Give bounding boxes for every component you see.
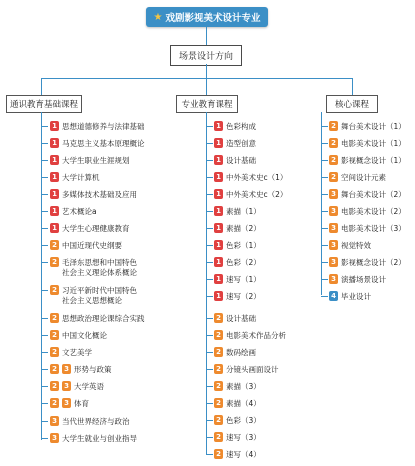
course-item[interactable] — [329, 291, 371, 302]
branch-tick — [41, 177, 48, 178]
branch-tick — [206, 279, 213, 280]
course-label: 马克思主义基本原理概论 — [62, 139, 145, 148]
branch-tick — [41, 290, 48, 291]
branch-tick — [321, 228, 328, 229]
branch-tick — [41, 211, 48, 212]
course-item[interactable] — [214, 274, 261, 285]
course-label: 素描（1） — [226, 207, 261, 216]
semester-badge: 2 — [50, 381, 59, 391]
course-label: 素描（2） — [226, 224, 261, 233]
course-label: 演播场景设计 — [341, 275, 386, 284]
course-item[interactable] — [214, 313, 256, 324]
column-title: 通识教育基础课程 — [9, 100, 78, 110]
branch-tick — [206, 194, 213, 195]
branch-tick — [41, 262, 48, 263]
course-item[interactable] — [329, 223, 406, 234]
semester-badge: 2 — [214, 415, 223, 425]
branch-tick — [206, 228, 213, 229]
course-label: 文艺美学 — [62, 348, 92, 357]
semester-badge: 1 — [214, 206, 223, 216]
branch-tick — [321, 177, 328, 178]
course-label: 影视概念设计（2） — [341, 258, 406, 267]
course-item[interactable] — [50, 138, 145, 149]
course-label: 中国文化概论 — [62, 331, 107, 340]
semester-badge: 1 — [214, 274, 223, 284]
semester-badge: 4 — [329, 291, 338, 301]
branch-tick — [41, 438, 48, 439]
course-item[interactable] — [214, 291, 261, 302]
course-label: 习近平新时代中国特色 社会主义思想概论 — [62, 286, 137, 305]
course-label: 舞台美术设计（2） — [341, 190, 406, 199]
semester-badge: 2 — [50, 347, 59, 357]
course-item[interactable] — [50, 381, 104, 392]
course-label: 大学生就业与创业指导 — [62, 434, 137, 443]
branch-tick — [41, 369, 48, 370]
course-item[interactable] — [50, 416, 130, 427]
semester-badge: 2 — [50, 313, 59, 323]
course-label: 大学生职业生涯规划 — [62, 156, 130, 165]
column-title: 专业教育课程 — [181, 100, 233, 110]
course-item[interactable] — [329, 240, 371, 251]
root-node[interactable] — [146, 7, 268, 27]
semester-badge: 2 — [329, 121, 338, 131]
branch-tick — [206, 211, 213, 212]
course-item[interactable] — [50, 364, 112, 375]
semester-badge: 2 — [329, 155, 338, 165]
semester-badge: 2 — [214, 449, 223, 459]
course-label: 色彩（2） — [226, 258, 261, 267]
direction-title: 场景设计方向 — [178, 52, 233, 62]
course-label: 电影美术设计（3） — [341, 224, 406, 233]
course-item[interactable] — [214, 381, 261, 392]
course-label: 形势与政策 — [74, 365, 112, 374]
branch-tick — [321, 279, 328, 280]
branch-tick — [41, 352, 48, 353]
semester-badge: 2 — [214, 330, 223, 340]
branch-tick — [41, 318, 48, 319]
branch-tick — [321, 160, 328, 161]
course-label: 数码绘画 — [226, 348, 256, 357]
course-label: 中国近现代史纲要 — [62, 241, 122, 250]
branch-tick — [41, 245, 48, 246]
course-label: 电影美术作品分析 — [226, 331, 286, 340]
course-item[interactable] — [50, 206, 97, 217]
semester-badge: 1 — [214, 257, 223, 267]
branch-tick — [206, 369, 213, 370]
semester-badge: 1 — [214, 291, 223, 301]
branch-tick — [41, 335, 48, 336]
course-label: 速写（4） — [226, 450, 261, 459]
semester-badge: 3 — [50, 433, 59, 443]
semester-badge: 1 — [214, 138, 223, 148]
course-label: 分镜头画面设计 — [226, 365, 279, 374]
course-item[interactable] — [50, 313, 145, 324]
branch-tick — [206, 454, 213, 455]
course-label: 造型创意 — [226, 139, 256, 148]
branch-tick — [41, 143, 48, 144]
course-item[interactable] — [50, 433, 137, 444]
semester-badge: 2 — [50, 285, 59, 295]
semester-badge: 2 — [50, 330, 59, 340]
branch-tick — [206, 403, 213, 404]
course-item[interactable] — [50, 347, 92, 358]
branch-tick — [206, 318, 213, 319]
branch-tick — [206, 262, 213, 263]
branch-tick — [41, 160, 48, 161]
course-item[interactable] — [50, 240, 122, 251]
course-label: 毛泽东思想和中国特色 社会主义理论体系概论 — [62, 258, 137, 277]
semester-badge: 1 — [214, 155, 223, 165]
course-label: 设计基础 — [226, 156, 256, 165]
course-label: 思想政治理论课综合实践 — [62, 314, 145, 323]
semester-badge: 2 — [50, 398, 59, 408]
semester-badge: 2 — [329, 172, 338, 182]
branch-tick — [41, 126, 48, 127]
course-item[interactable] — [214, 330, 286, 341]
course-label: 速写（3） — [226, 433, 261, 442]
course-label: 速写（1） — [226, 275, 261, 284]
course-item[interactable] — [214, 172, 287, 183]
root-title: 戏剧影视美术设计专业 — [165, 13, 261, 24]
semester-badge: 2 — [214, 432, 223, 442]
branch-tick — [206, 386, 213, 387]
semester-badge: 3 — [329, 240, 338, 250]
course-item[interactable] — [50, 398, 89, 409]
semester-badge: 3 — [50, 416, 59, 426]
course-item[interactable] — [214, 240, 261, 251]
branch-tick — [321, 194, 328, 195]
semester-badge: 1 — [50, 223, 59, 233]
semester-badge: 1 — [214, 172, 223, 182]
course-label: 大学英语 — [74, 382, 104, 391]
branch-tick — [206, 245, 213, 246]
semester-badge: 2 — [214, 364, 223, 374]
connector — [206, 78, 207, 95]
course-item[interactable] — [50, 172, 100, 183]
course-item[interactable] — [329, 274, 386, 285]
branch-tick — [206, 420, 213, 421]
connector — [206, 27, 207, 45]
course-label: 色彩构成 — [226, 122, 256, 131]
branch-tick — [206, 437, 213, 438]
column-spine — [321, 118, 322, 295]
course-label: 电影美术设计（2） — [341, 207, 406, 216]
branch-tick — [41, 194, 48, 195]
course-label: 思想道德修养与法律基础 — [62, 122, 145, 131]
branch-tick — [321, 211, 328, 212]
branch-tick — [321, 245, 328, 246]
semester-badge: 2 — [50, 257, 59, 267]
branch-tick — [41, 421, 48, 422]
branch-tick — [206, 335, 213, 336]
course-label: 毕业设计 — [341, 292, 371, 301]
course-label: 体育 — [74, 399, 89, 408]
branch-tick — [206, 160, 213, 161]
semester-badge: 1 — [50, 155, 59, 165]
course-item[interactable] — [50, 223, 130, 234]
course-label: 大学生心理健康教育 — [62, 224, 130, 233]
semester-badge: 2 — [329, 138, 338, 148]
course-item[interactable] — [214, 398, 261, 409]
course-label: 舞台美术设计（1） — [341, 122, 406, 131]
course-item[interactable] — [50, 330, 107, 341]
course-item[interactable] — [50, 285, 137, 306]
column-title: 核心课程 — [334, 100, 369, 110]
course-label: 色彩（3） — [226, 416, 261, 425]
semester-badge: 3 — [62, 364, 71, 374]
course-label: 多媒体技术基础及应用 — [62, 190, 137, 199]
semester-badge: 2 — [214, 313, 223, 323]
course-label: 影视概念设计（1） — [341, 156, 406, 165]
semester-badge: 1 — [214, 121, 223, 131]
semester-badge: 3 — [329, 274, 338, 284]
course-label: 中外美术史c（1） — [226, 173, 288, 182]
course-label: 大学计算机 — [62, 173, 100, 182]
course-item[interactable] — [214, 257, 261, 268]
course-item[interactable] — [329, 138, 406, 149]
connector — [206, 64, 207, 78]
branch-tick — [41, 403, 48, 404]
course-label: 素描（4） — [226, 399, 261, 408]
branch-tick — [206, 296, 213, 297]
course-item[interactable] — [50, 257, 137, 278]
semester-badge: 1 — [214, 223, 223, 233]
course-item[interactable] — [214, 449, 261, 460]
course-label: 艺术概论a — [62, 207, 97, 216]
semester-badge: 1 — [50, 138, 59, 148]
semester-badge: 3 — [329, 223, 338, 233]
course-label: 视觉特效 — [341, 241, 371, 250]
course-item[interactable] — [214, 121, 256, 132]
semester-badge: 3 — [329, 189, 338, 199]
semester-badge: 3 — [329, 206, 338, 216]
course-item[interactable] — [214, 415, 261, 426]
course-item[interactable] — [329, 121, 406, 132]
branch-tick — [206, 126, 213, 127]
semester-badge: 1 — [214, 189, 223, 199]
semester-badge: 3 — [329, 257, 338, 267]
course-item[interactable] — [329, 257, 406, 268]
course-item[interactable] — [214, 206, 261, 217]
course-label: 电影美术设计（1） — [341, 139, 406, 148]
connector — [41, 78, 42, 95]
course-item[interactable] — [50, 155, 130, 166]
course-item[interactable] — [214, 189, 287, 200]
semester-badge: 1 — [214, 240, 223, 250]
course-item[interactable] — [214, 223, 261, 234]
semester-badge: 2 — [214, 398, 223, 408]
course-item[interactable] — [50, 121, 145, 132]
course-item[interactable] — [329, 172, 386, 183]
star-icon: ★ — [153, 11, 163, 23]
course-label: 当代世界经济与政治 — [62, 417, 130, 426]
branch-tick — [321, 262, 328, 263]
branch-tick — [41, 228, 48, 229]
column-spine — [41, 112, 42, 440]
course-label: 色彩（1） — [226, 241, 261, 250]
semester-badge: 3 — [62, 381, 71, 391]
semester-badge: 2 — [214, 381, 223, 391]
semester-badge: 3 — [62, 398, 71, 408]
connector — [352, 78, 353, 95]
course-item[interactable] — [214, 155, 256, 166]
column-header-core[interactable] — [326, 95, 378, 113]
branch-tick — [321, 296, 328, 297]
branch-tick — [206, 177, 213, 178]
course-item[interactable] — [214, 138, 256, 149]
semester-badge: 2 — [50, 240, 59, 250]
direction-node[interactable] — [170, 45, 242, 66]
course-label: 设计基础 — [226, 314, 256, 323]
connector — [41, 78, 353, 79]
course-item[interactable] — [329, 155, 406, 166]
semester-badge: 1 — [50, 189, 59, 199]
branch-tick — [206, 143, 213, 144]
semester-badge: 2 — [214, 347, 223, 357]
course-label: 素描（3） — [226, 382, 261, 391]
branch-tick — [321, 126, 328, 127]
course-item[interactable] — [214, 364, 279, 375]
branch-tick — [41, 386, 48, 387]
semester-badge: 1 — [50, 121, 59, 131]
course-item[interactable] — [214, 432, 261, 443]
branch-tick — [206, 352, 213, 353]
course-label: 中外美术史c（2） — [226, 190, 288, 199]
course-item[interactable] — [329, 189, 406, 200]
column-header-professional[interactable] — [176, 95, 238, 113]
course-label: 空间设计元素 — [341, 173, 386, 182]
semester-badge: 2 — [50, 364, 59, 374]
course-item[interactable] — [214, 347, 256, 358]
course-item[interactable] — [50, 189, 137, 200]
semester-badge: 1 — [50, 172, 59, 182]
semester-badge: 1 — [50, 206, 59, 216]
course-item[interactable] — [329, 206, 406, 217]
branch-tick — [321, 143, 328, 144]
column-header-general[interactable] — [6, 95, 82, 113]
course-label: 速写（2） — [226, 292, 261, 301]
